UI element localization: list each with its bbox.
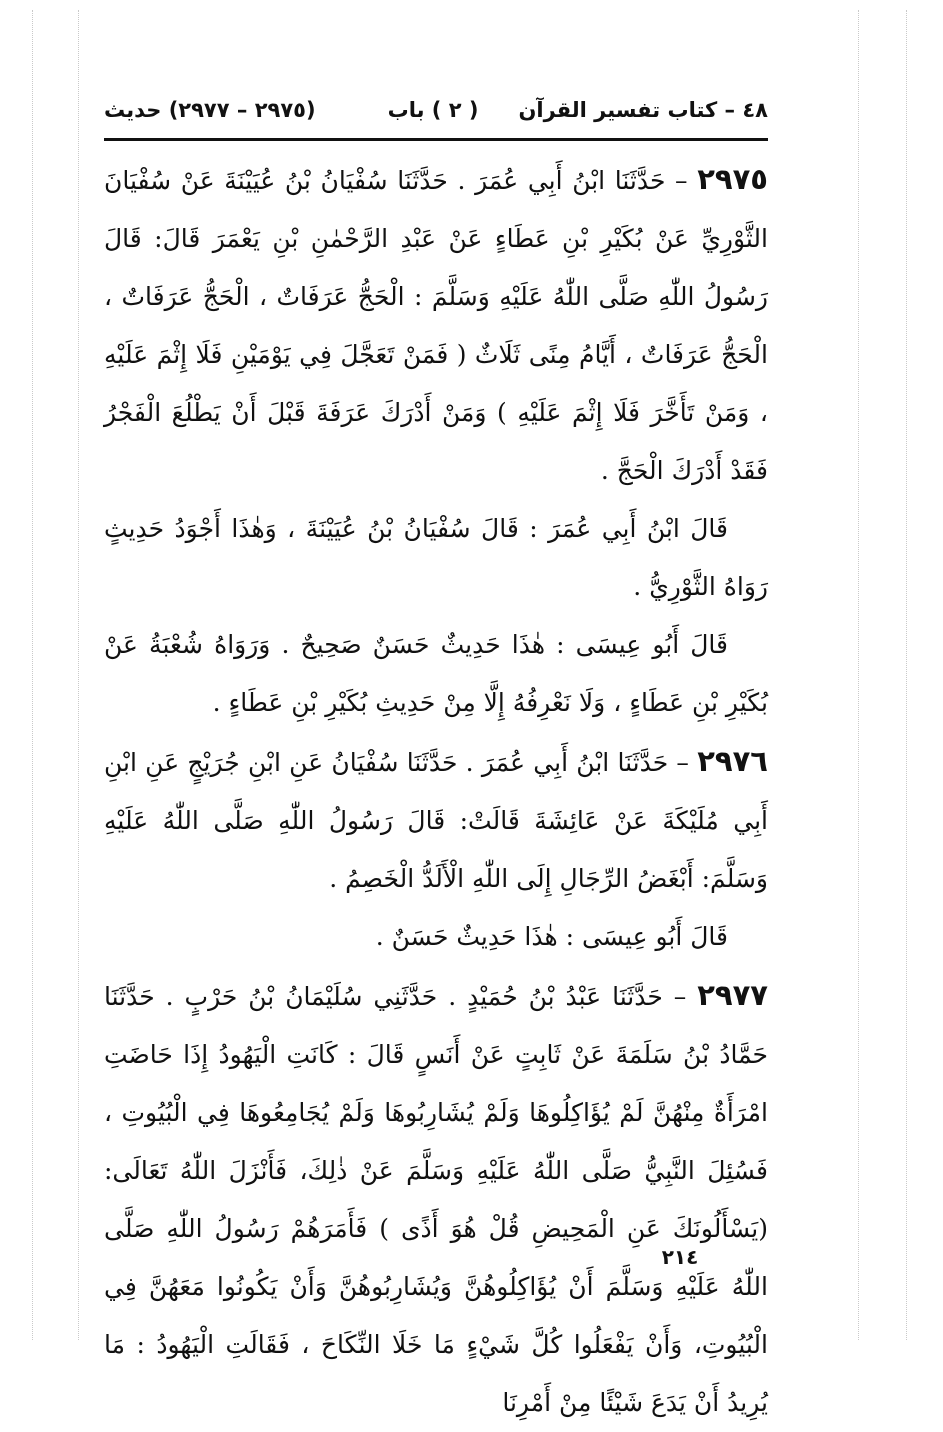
hadith-paragraph — [104, 150, 768, 500]
header-book-title: ٤٨ – كتاب تفسير القرآن — [518, 98, 768, 122]
hadith-text: – حَدَّثَنَا ابْنُ أَبِي عُمَرَ . حَدَّثَنَا سُفْيَانُ بْنُ عُيَيْنَةَ عَنْ سُفْيَانَ الثَّوْرِيِّ عَنْ بُكَيْرِ بْنِ عَطَاءٍ عَنْ عَبْدِ الرَّحْمٰنِ بْنِ يَعْمَرَ قَالَ: قَالَ رَسُولُ اللّٰهِ صَلَّى اللّٰهُ عَلَيْهِ وَسَلَّمَ : الْحَجُّ عَرَفَاتٌ ، الْحَجُّ عَرَفَاتٌ ، الْحَجُّ عَرَفَاتٌ ، أَيَّامُ مِنًى ثَلَاثٌ ( فَمَنْ تَعَجَّلَ فِي يَوْمَيْنِ فَلَا إِثْمَ عَلَيْهِ ، وَمَنْ تَأَخَّرَ فَلَا إِثْمَ عَلَيْهِ ) وَمَنْ أَدْرَكَ عَرَفَةَ قَبْلَ أَنْ يَطْلُعَ الْفَجْرُ فَقَدْ أَدْرَكَ الْحَجَّ . — [104, 166, 768, 485]
hadith-paragraph — [104, 732, 768, 908]
scan-guide-line — [78, 10, 79, 1340]
commentary-text: قَالَ أَبُو عِيسَى : هٰذَا حَدِيثٌ حَسَنٌ . — [375, 922, 728, 951]
header-chapter: ( ٢ ) باب — [387, 98, 479, 122]
hadith-number: ٢٩٧٥ — [697, 162, 768, 196]
page-number: ٢١٤ — [661, 1245, 699, 1269]
hadith-number: ٢٩٧٧ — [697, 978, 768, 1012]
commentary-text: قَالَ ابْنُ أَبِي عُمَرَ : قَالَ سُفْيَانُ بْنُ عُيَيْنَةَ ، وَهٰذَا أَجْوَدُ حَدِيثٍ رَوَاهُ الثَّوْرِيُّ . — [104, 514, 768, 601]
hadith-number: ٢٩٧٦ — [697, 744, 768, 778]
scan-guide-line — [906, 10, 907, 1340]
hadith-text: – حَدَّثَنَا ابْنُ أَبِي عُمَرَ . حَدَّثَنَا سُفْيَانُ عَنِ ابْنِ جُرَيْجٍ عَنِ ابْنِ أَبِي مُلَيْكَةَ عَنْ عَائِشَةَ قَالَتْ: قَالَ رَسُولُ اللّٰهِ صَلَّى اللّٰهُ عَلَيْهِ وَسَلَّمَ: أَبْغَضُ الرِّجَالِ إِلَى اللّٰهِ الْأَلَدُّ الْخَصِمُ . — [104, 748, 768, 893]
commentary-paragraph — [104, 500, 768, 616]
commentary-text: قَالَ أَبُو عِيسَى : هٰذَا حَدِيثٌ حَسَنٌ صَحِيحٌ . وَرَوَاهُ شُعْبَةُ عَنْ بُكَيْرِ بْنِ عَطَاءٍ ، وَلَا نَعْرِفُهُ إِلَّا مِنْ حَدِيثِ بُكَيْرِ بْنِ عَطَاءٍ . — [104, 630, 768, 717]
header-hadith-range: (٢٩٧٥ – ٢٩٧٧) حديث — [104, 98, 316, 122]
commentary-paragraph — [104, 908, 768, 966]
header-rule — [104, 138, 768, 141]
running-header — [104, 90, 768, 130]
commentary-paragraph — [104, 616, 768, 732]
scan-guide-line — [858, 10, 859, 1340]
scan-guide-line — [32, 10, 33, 1340]
hadith-paragraph — [104, 966, 768, 1432]
hadith-text: – حَدَّثَنَا عَبْدُ بْنُ حُمَيْدٍ . حَدَّثَنِي سُلَيْمَانُ بْنُ حَرْبٍ . حَدَّثَنَا حَمَّادُ بْنُ سَلَمَةَ عَنْ ثَابِتٍ عَنْ أَنَسٍ قَالَ : كَانَتِ الْيَهُودُ إِذَا حَاضَتِ امْرَأَةٌ مِنْهُنَّ لَمْ يُؤَاكِلُوهَا وَلَمْ يُشَارِبُوهَا وَلَمْ يُجَامِعُوهَا فِي الْبُيُوتِ ، فَسُئِلَ النَّبِيُّ صَلَّى اللّٰهُ عَلَيْهِ وَسَلَّمَ عَنْ ذٰلِكَ، فَأَنْزَلَ اللّٰهُ تَعَالَى: (يَسْأَلُونَكَ عَنِ الْمَحِيضِ قُلْ هُوَ أَذًى ) فَأَمَرَهُمْ رَسُولُ اللّٰهِ صَلَّى اللّٰهُ عَلَيْهِ وَسَلَّمَ أَنْ يُؤَاكِلُوهُنَّ وَيُشَارِبُوهُنَّ وَأَنْ يَكُونُوا مَعَهُنَّ فِي الْبُيُوتِ، وَأَنْ يَفْعَلُوا كُلَّ شَيْءٍ مَا خَلَا النِّكَاحَ ، فَقَالَتِ الْيَهُودُ : مَا يُرِيدُ أَنْ يَدَعَ شَيْئًا مِنْ أَمْرِنَا — [104, 982, 768, 1417]
page-body — [104, 150, 768, 1432]
